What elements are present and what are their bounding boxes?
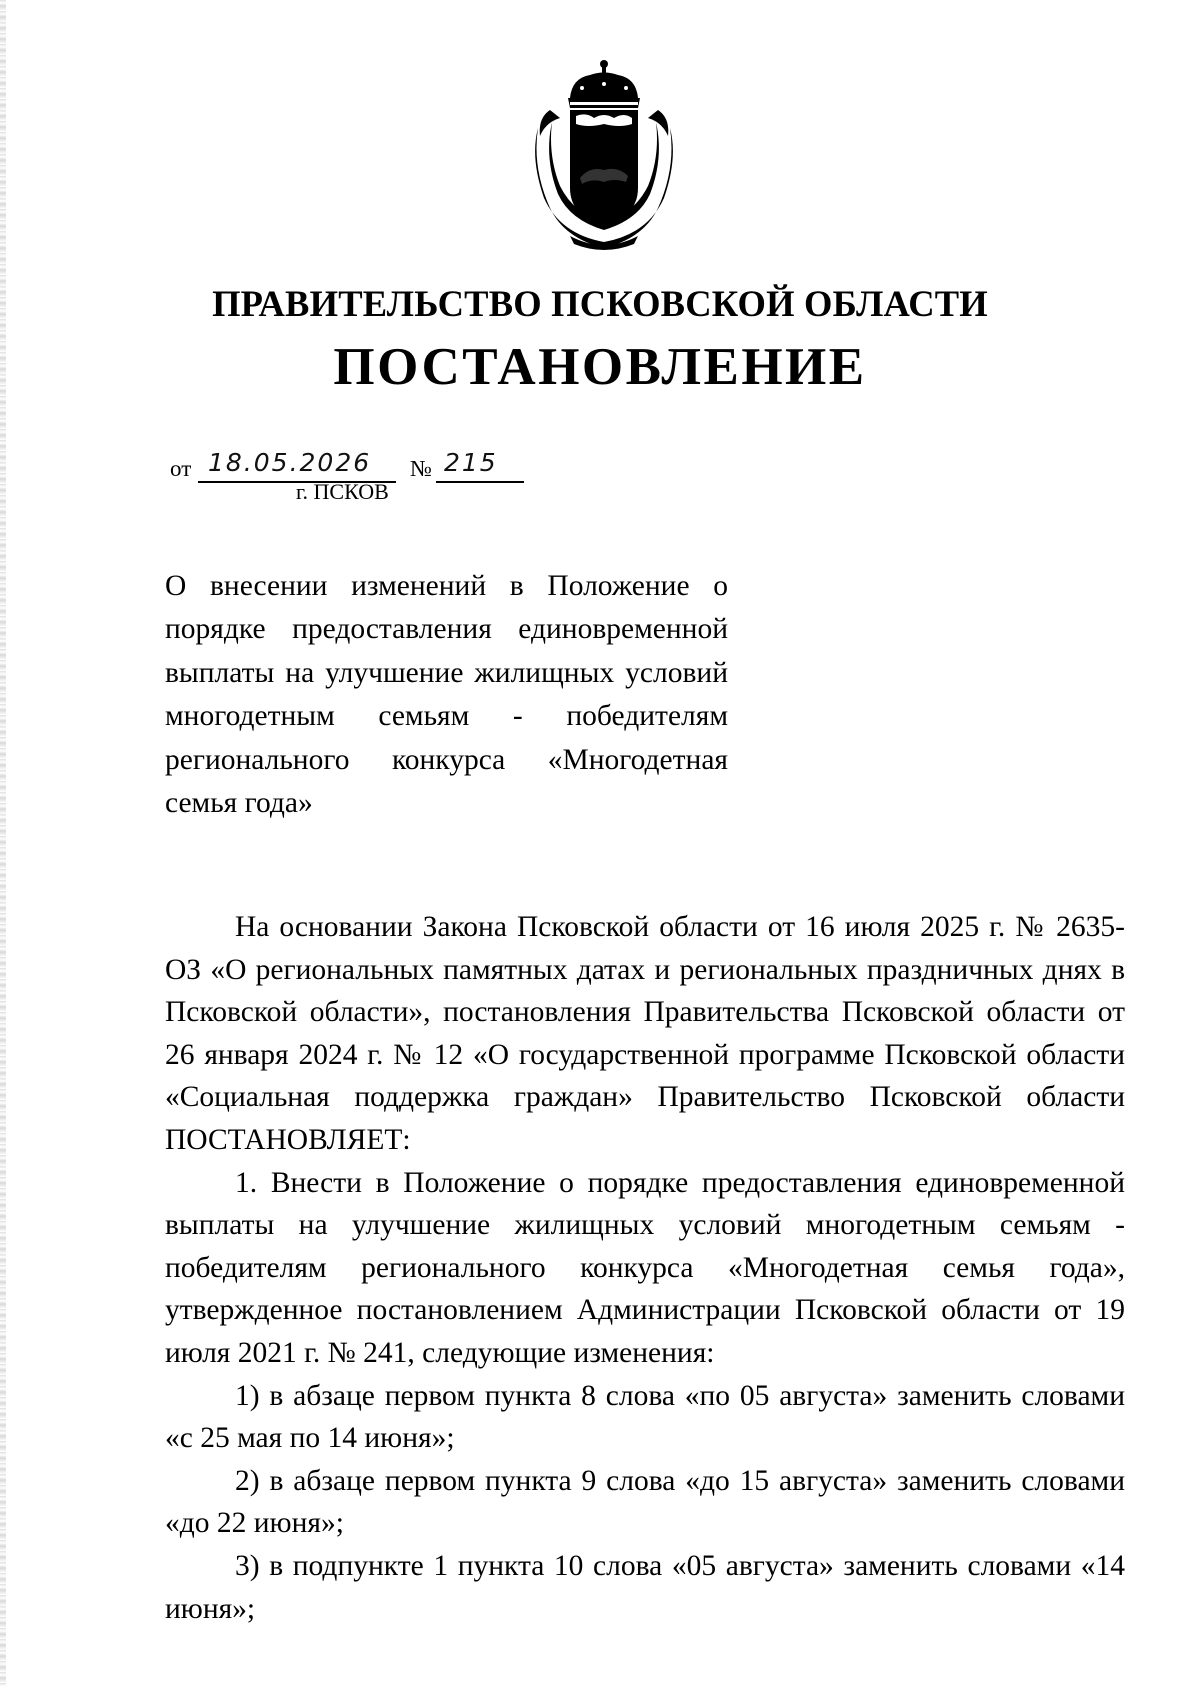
government-title: ПРАВИТЕЛЬСТВО ПСКОВСКОЙ ОБЛАСТИ	[212, 283, 988, 324]
number-underline	[436, 481, 524, 483]
date-value: 18.05.2026	[208, 448, 372, 477]
scan-edge	[0, 0, 6, 1686]
document-body	[165, 906, 1125, 1630]
item-paragraph-3: 2) в абзаце первом пункта 9 слова «до 15 августа» заменить словами «до 22 июня»;	[165, 1464, 1125, 1540]
date-prefix: от	[170, 456, 192, 481]
item-paragraph-2: 1) в абзаце первом пункта 8 слова «по 05 августа» заменить словами «с 25 мая по 14 июня»;	[165, 1379, 1125, 1455]
number-value: 215	[444, 448, 498, 477]
number-prefix: №	[410, 456, 432, 481]
preamble-paragraph: На основании Закона Псковской области от 16 июля 2025 г. № 2635-ОЗ «О региональных памятных датах и региональных праздничных днях в Псковской области», постановления Правительства Псковской области от 26 января 2024 г. № 12 «О государственной программе Псковской области «Социальная поддержка граждан» Правительство Псковской области ПОСТАНОВЛЯЕТ:	[165, 911, 1125, 1156]
item-paragraph-4: 3) в подпункте 1 пункта 10 слова «05 августа» заменить словами «14 июня»;	[165, 1549, 1125, 1625]
document-subject: О внесении изменений в Положение о порядке предоставления единовременной выплаты на улучшение жилищных условий многодетным семьям - победителям регионального конкурса «Многодетная семья года»	[165, 570, 728, 820]
document-type-title: ПОСТАНОВЛЕНИЕ	[333, 338, 867, 396]
coat-of-arms-icon	[530, 58, 678, 250]
item-paragraph-1: 1. Внести в Положение о порядке предоставления единовременной выплаты на улучшение жилищных условий многодетным семьям - победителям регионального конкурса «Многодетная семья года», утвержденное постановлением Администрации Псковской области от 19 июля 2021 г. № 241, следующие изменения:	[165, 1166, 1125, 1369]
city-label: г. ПСКОВ	[296, 479, 389, 504]
